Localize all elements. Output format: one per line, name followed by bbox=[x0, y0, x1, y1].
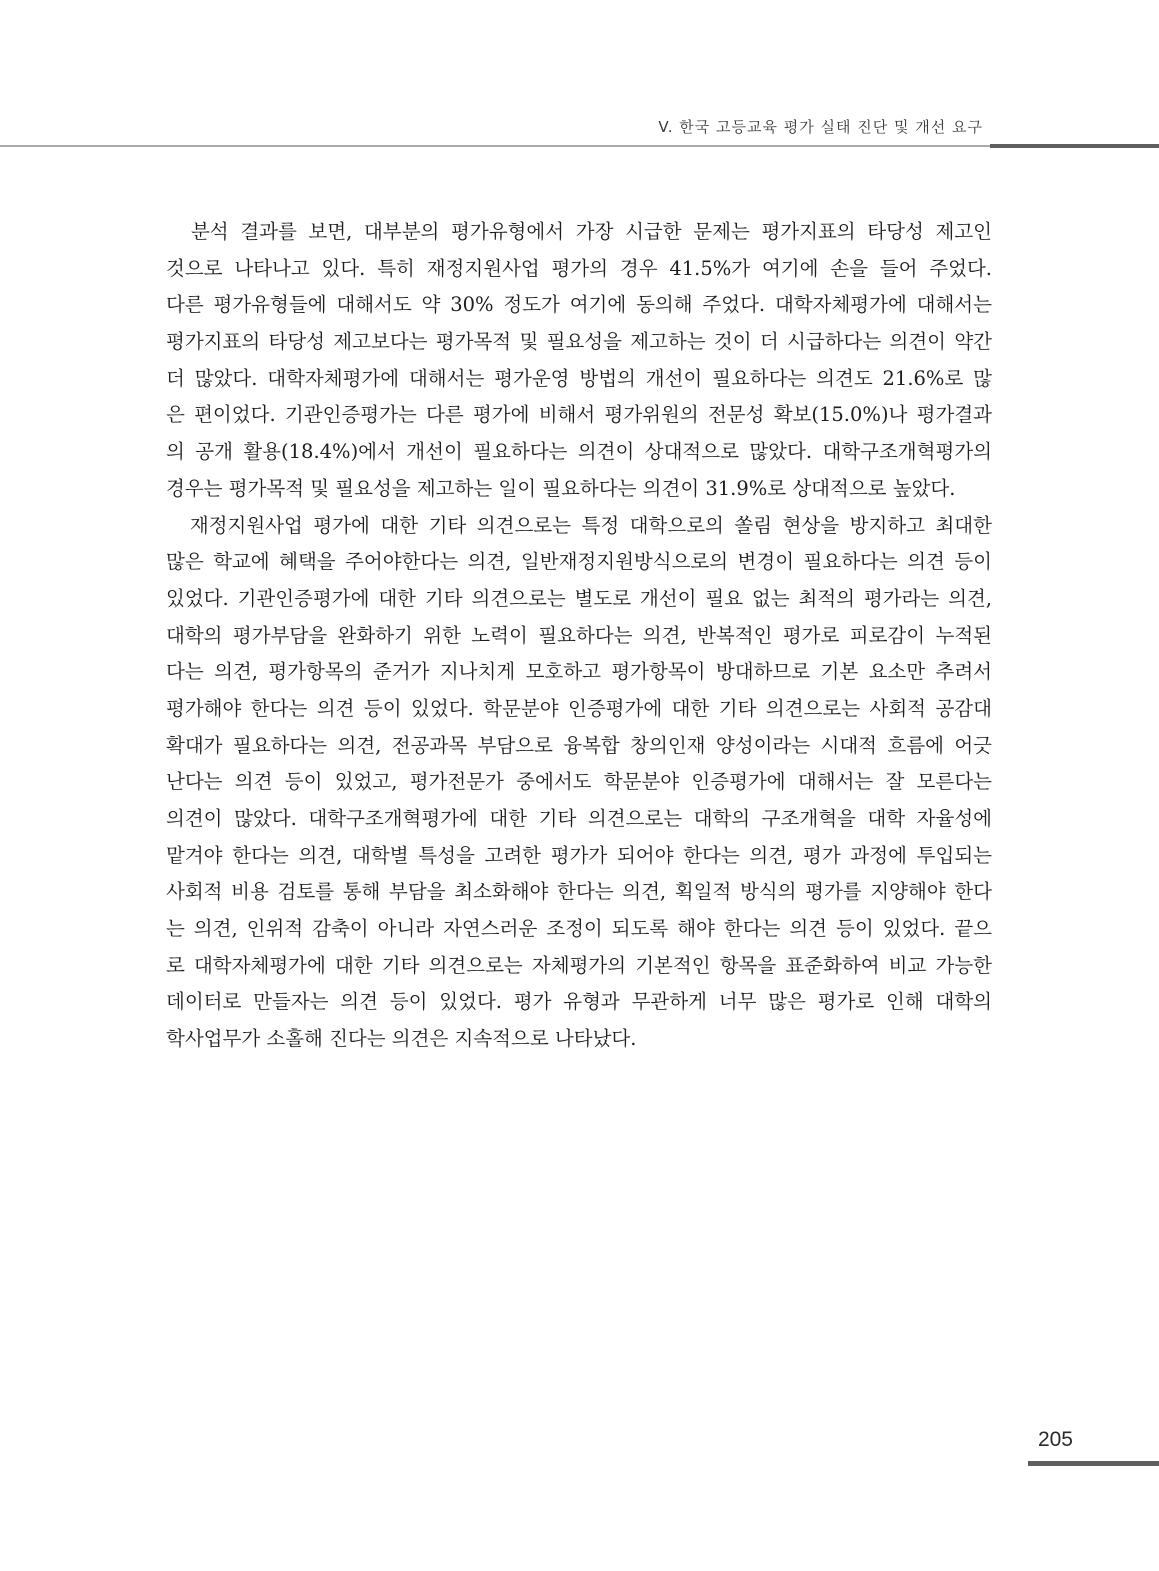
text-line: 평가지표의 타당성 제고보다는 평가목적 및 필요성을 제고하는 것이 더 시급하다는 의견이 약간 bbox=[166, 330, 992, 354]
header-rule-accent bbox=[990, 144, 1159, 148]
text-line: 다는 의견, 평가항목의 준거가 지나치게 모호하고 평가항목이 방대하므로 기본 요소만 추려서 bbox=[166, 660, 992, 684]
page-number: 205 bbox=[1037, 1428, 1073, 1451]
body-text bbox=[166, 214, 992, 1058]
text-line: 많은 학교에 혜택을 주어야한다는 의견, 일반재정지원방식으로의 변경이 필요하다는 의견 등이 bbox=[166, 550, 992, 574]
text-line: 데이터로 만들자는 의견 등이 있었다. 평가 유형과 무관하게 너무 많은 평가로 인해 대학의 bbox=[166, 990, 992, 1014]
text-line: 의견이 많았다. 대학구조개혁평가에 대한 기타 의견으로는 대학의 구조개혁을 대학 자율성에 bbox=[166, 807, 992, 830]
text-line: 확대가 필요하다는 의견, 전공과목 부담으로 융복합 창의인재 양성이라는 시대적 흐름에 어긋 bbox=[166, 733, 992, 757]
text-line: 경우는 평가목적 및 필요성을 제고하는 일이 필요하다는 의견이 31.9%로 상대적으로 높았다. bbox=[166, 476, 956, 500]
text-line: 다른 평가유형들에 대해서도 약 30% 정도가 여기에 동의해 주었다. 대학자체평가에 대해서는 bbox=[166, 293, 992, 317]
text-line: 사회적 비용 검토를 통해 부담을 최소화해야 한다는 의견, 획일적 방식의 평가를 지양해야 한다 bbox=[166, 880, 992, 904]
text-line: 난다는 의견 등이 있었고, 평가전문가 중에서도 학문분야 인증평가에 대해서는 잘 모른다는 bbox=[166, 770, 992, 794]
text-line: 의 공개 활용(18.4%)에서 개선이 필요하다는 의견이 상대적으로 많았다. 대학구조개혁평가의 bbox=[166, 440, 992, 464]
text-line: 더 많았다. 대학자체평가에 대해서는 평가운영 방법의 개선이 필요하다는 의견도 21.6%로 많 bbox=[166, 366, 992, 390]
text-line: 평가해야 한다는 의견 등이 있었다. 학문분야 인증평가에 대한 기타 의견으로는 사회적 공감대 bbox=[166, 696, 992, 720]
text-line: 재정지원사업 평가에 대한 기타 의견으로는 특정 대학으로의 쏠림 현상을 방지하고 최대한 bbox=[166, 513, 992, 537]
footer-rule bbox=[1028, 1461, 1159, 1466]
text-line: 학사업무가 소홀해 진다는 의견은 지속적으로 나타났다. bbox=[166, 1027, 637, 1051]
text-line: 대학의 평가부담을 완화하기 위한 노력이 필요하다는 의견, 반복적인 평가로 피로감이 누적된 bbox=[166, 623, 992, 647]
text-line: 은 편이었다. 기관인증평가는 다른 평가에 비해서 평가위원의 전문성 확보(15.0%)나 평가결과 bbox=[166, 403, 992, 427]
running-head: V. 한국 고등교육 평가 실태 진단 및 개선 요구 bbox=[658, 118, 983, 136]
text-line: 분석 결과를 보면, 대부분의 평가유형에서 가장 시급한 문제는 평가지표의 타당성 제고인 bbox=[166, 220, 992, 243]
text-line: 는 의견, 인위적 감축이 아니라 자연스러운 조정이 되도록 해야 한다는 의견 등이 있었다. 끝으 bbox=[166, 917, 992, 941]
text-line: 것으로 나타나고 있다. 특히 재정지원사업 평가의 경우 41.5%가 여기에 손을 들어 주었다. bbox=[166, 256, 992, 280]
text-line: 맡겨야 한다는 의견, 대학별 특성을 고려한 평가가 되어야 한다는 의견, 평가 과정에 투입되는 bbox=[166, 843, 992, 867]
text-line: 로 대학자체평가에 대한 기타 의견으로는 자체평가의 기본적인 항목을 표준화하여 비교 가능한 bbox=[166, 953, 992, 977]
header-rule bbox=[0, 145, 990, 147]
text-line: 있었다. 기관인증평가에 대한 기타 의견으로는 별도로 개선이 필요 없는 최적의 평가라는 의견, bbox=[166, 586, 992, 610]
